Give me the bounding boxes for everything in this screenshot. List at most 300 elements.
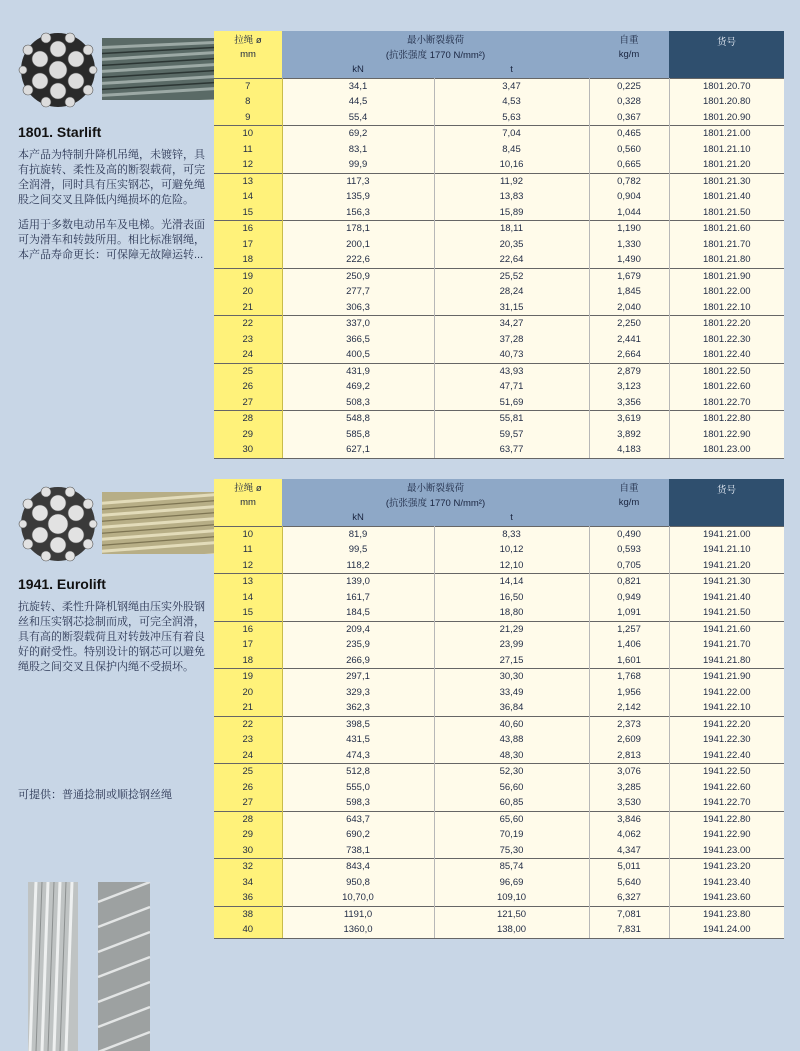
cell-article: 1941.23.80: [669, 906, 784, 922]
cell-weight: 1,490: [589, 252, 669, 268]
cell-weight: 1,679: [589, 268, 669, 284]
cell-weight: 1,044: [589, 205, 669, 221]
cell-diameter: 11: [214, 542, 282, 558]
table-row: [214, 189, 784, 205]
col-breaking-load: 最小断裂载荷: [282, 479, 589, 495]
cell-breaking-t: 138,00: [434, 922, 589, 938]
col-diameter-unit: mm: [214, 47, 282, 63]
cell-breaking-kn: 139,0: [282, 574, 434, 590]
cell-diameter: 13: [214, 574, 282, 590]
cell-breaking-kn: 469,2: [282, 379, 434, 395]
cell-weight: 0,328: [589, 94, 669, 110]
cell-breaking-t: 5,63: [434, 110, 589, 126]
table-row: [214, 316, 784, 332]
cell-diameter: 19: [214, 669, 282, 685]
cell-breaking-t: 43,93: [434, 363, 589, 379]
cell-breaking-t: 40,60: [434, 716, 589, 732]
table-row: [214, 379, 784, 395]
table-row: [214, 542, 784, 558]
cell-weight: 2,040: [589, 300, 669, 316]
cell-breaking-kn: 178,1: [282, 221, 434, 237]
cell-weight: 1,601: [589, 653, 669, 669]
cell-breaking-kn: 431,5: [282, 732, 434, 748]
cell-diameter: 18: [214, 653, 282, 669]
cell-breaking-t: 56,60: [434, 780, 589, 796]
cell-diameter: 14: [214, 189, 282, 205]
cell-diameter: 9: [214, 110, 282, 126]
cell-diameter: 36: [214, 890, 282, 906]
product-description: 抗旋转、柔性升降机钢绳由压实外股钢丝和压实钢芯捻制而成，可完全润滑，具有高的断裂载荷且对转鼓冲压有着良好的耐受性。特别设计的钢芯可以避免绳股之间交叉且保护内绳不受损坏。: [18, 601, 205, 673]
cell-weight: 2,373: [589, 716, 669, 732]
cell-breaking-t: 22,64: [434, 252, 589, 268]
table-row: [214, 906, 784, 922]
cell-diameter: 23: [214, 332, 282, 348]
cell-breaking-t: 37,28: [434, 332, 589, 348]
table-row: [214, 859, 784, 875]
cell-article: 1941.23.60: [669, 890, 784, 906]
cell-breaking-kn: 843,4: [282, 859, 434, 875]
table-row: [214, 442, 784, 458]
cell-article: 1801.22.50: [669, 363, 784, 379]
cell-breaking-kn: 99,9: [282, 157, 434, 173]
cell-weight: 3,530: [589, 795, 669, 811]
cell-breaking-kn: 690,2: [282, 827, 434, 843]
table-row: [214, 94, 784, 110]
cell-diameter: 28: [214, 811, 282, 827]
table-row: [214, 427, 784, 443]
cell-breaking-kn: 184,5: [282, 605, 434, 621]
cell-breaking-t: 30,30: [434, 669, 589, 685]
cell-weight: 1,257: [589, 621, 669, 637]
cell-breaking-t: 75,30: [434, 843, 589, 859]
cell-diameter: 8: [214, 94, 282, 110]
col-diameter: 拉绳 ø: [214, 31, 282, 47]
cell-weight: 0,465: [589, 126, 669, 142]
cell-diameter: 10: [214, 526, 282, 542]
product-sidebar: [0, 0, 210, 1051]
cell-breaking-t: 28,24: [434, 284, 589, 300]
table-row: [214, 843, 784, 859]
cell-breaking-t: 11,92: [434, 173, 589, 189]
table-row: [214, 748, 784, 764]
cell-article: 1801.22.10: [669, 300, 784, 316]
table-row: [214, 252, 784, 268]
col-weight: 自重: [589, 479, 669, 495]
cell-weight: 2,142: [589, 700, 669, 716]
cell-article: 1801.21.40: [669, 189, 784, 205]
cell-breaking-kn: 598,3: [282, 795, 434, 811]
table-row: [214, 669, 784, 685]
cell-diameter: 28: [214, 411, 282, 427]
cell-breaking-kn: 366,5: [282, 332, 434, 348]
cell-weight: 3,846: [589, 811, 669, 827]
cell-article: 1941.21.90: [669, 669, 784, 685]
cell-article: 1941.21.10: [669, 542, 784, 558]
cell-weight: 7,831: [589, 922, 669, 938]
cell-article: 1801.23.00: [669, 442, 784, 458]
cell-article: 1801.20.80: [669, 94, 784, 110]
cell-weight: 1,956: [589, 685, 669, 701]
cell-diameter: 23: [214, 732, 282, 748]
cell-breaking-kn: 474,3: [282, 748, 434, 764]
cell-article: 1941.22.00: [669, 685, 784, 701]
product-title: 1941. Eurolift: [18, 576, 106, 592]
cell-article: 1801.22.00: [669, 284, 784, 300]
cell-article: 1801.22.20: [669, 316, 784, 332]
cell-article: 1801.20.90: [669, 110, 784, 126]
cell-breaking-t: 12,10: [434, 558, 589, 574]
cell-article: 1941.21.80: [669, 653, 784, 669]
cell-diameter: 22: [214, 316, 282, 332]
cell-weight: 0,593: [589, 542, 669, 558]
cell-article: 1801.22.30: [669, 332, 784, 348]
cell-diameter: 40: [214, 922, 282, 938]
cell-breaking-t: 4,53: [434, 94, 589, 110]
cell-diameter: 27: [214, 395, 282, 411]
cell-breaking-t: 10,12: [434, 542, 589, 558]
cell-article: 1801.22.60: [669, 379, 784, 395]
cell-weight: 3,285: [589, 780, 669, 796]
cell-breaking-t: 43,88: [434, 732, 589, 748]
table-row: [214, 764, 784, 780]
cell-breaking-t: 7,04: [434, 126, 589, 142]
cell-weight: 4,183: [589, 442, 669, 458]
starlift-spec-table: [214, 31, 784, 459]
cell-breaking-kn: 337,0: [282, 316, 434, 332]
col-weight: 自重: [589, 31, 669, 47]
rope-closeup-photos: [28, 882, 198, 1051]
cell-breaking-t: 55,81: [434, 411, 589, 427]
cell-breaking-kn: 250,9: [282, 268, 434, 284]
table-row: [214, 700, 784, 716]
cell-breaking-kn: 209,4: [282, 621, 434, 637]
cell-article: 1941.23.40: [669, 875, 784, 891]
cell-article: 1941.22.10: [669, 700, 784, 716]
product-eurolift: [18, 576, 208, 685]
table-row: [214, 78, 784, 94]
table-row: [214, 621, 784, 637]
cell-breaking-kn: 400,5: [282, 347, 434, 363]
cell-diameter: 38: [214, 906, 282, 922]
cell-breaking-t: 16,50: [434, 590, 589, 606]
cell-breaking-kn: 738,1: [282, 843, 434, 859]
cell-weight: 3,076: [589, 764, 669, 780]
cell-breaking-kn: 118,2: [282, 558, 434, 574]
cell-diameter: 15: [214, 205, 282, 221]
table-row: [214, 574, 784, 590]
cell-weight: 0,821: [589, 574, 669, 590]
cell-breaking-t: 25,52: [434, 268, 589, 284]
cell-article: 1941.22.60: [669, 780, 784, 796]
cell-breaking-kn: 99,5: [282, 542, 434, 558]
cell-article: 1801.22.90: [669, 427, 784, 443]
col-breaking-load: 最小断裂载荷: [282, 31, 589, 47]
cell-weight: 3,892: [589, 427, 669, 443]
cell-diameter: 10: [214, 126, 282, 142]
cell-diameter: 22: [214, 716, 282, 732]
table-row: [214, 395, 784, 411]
cell-breaking-kn: 266,9: [282, 653, 434, 669]
table-row: [214, 411, 784, 427]
cell-article: 1801.22.40: [669, 347, 784, 363]
cell-breaking-t: 52,30: [434, 764, 589, 780]
cell-weight: 1,768: [589, 669, 669, 685]
cell-weight: 1,330: [589, 237, 669, 253]
cell-weight: 0,560: [589, 142, 669, 158]
cell-breaking-t: 18,80: [434, 605, 589, 621]
col-article: 货号: [669, 479, 784, 526]
table-row: [214, 300, 784, 316]
cell-breaking-kn: 950,8: [282, 875, 434, 891]
cell-breaking-kn: 200,1: [282, 237, 434, 253]
cell-breaking-t: 10,16: [434, 157, 589, 173]
cell-weight: 6,327: [589, 890, 669, 906]
cell-breaking-t: 33,49: [434, 685, 589, 701]
table-row: [214, 221, 784, 237]
table-row: [214, 605, 784, 621]
cell-article: 1801.21.50: [669, 205, 784, 221]
table-row: [214, 363, 784, 379]
cell-diameter: 20: [214, 284, 282, 300]
col-t: t: [434, 510, 589, 526]
cell-diameter: 25: [214, 764, 282, 780]
cell-breaking-t: 27,15: [434, 653, 589, 669]
cell-diameter: 24: [214, 347, 282, 363]
cell-article: 1941.21.50: [669, 605, 784, 621]
eurolift-images: [18, 484, 208, 554]
cell-article: 1941.22.70: [669, 795, 784, 811]
cell-breaking-kn: 1360,0: [282, 922, 434, 938]
table-row: [214, 922, 784, 938]
cell-breaking-kn: 297,1: [282, 669, 434, 685]
table-row: [214, 590, 784, 606]
cell-weight: 2,813: [589, 748, 669, 764]
cell-diameter: 19: [214, 268, 282, 284]
cell-breaking-kn: 83,1: [282, 142, 434, 158]
cell-diameter: 32: [214, 859, 282, 875]
col-kn: kN: [282, 62, 434, 78]
cell-weight: 5,640: [589, 875, 669, 891]
cell-breaking-t: 109,10: [434, 890, 589, 906]
col-tensile: (抗张强度 1770 N/mm²): [282, 47, 589, 63]
cell-article: 1941.21.60: [669, 621, 784, 637]
eurolift-spec-table: [214, 479, 784, 939]
cell-breaking-t: 8,45: [434, 142, 589, 158]
cell-weight: 4,347: [589, 843, 669, 859]
cell-diameter: 12: [214, 157, 282, 173]
col-article: 货号: [669, 31, 784, 78]
rope-photo-dark: [102, 38, 214, 100]
table-row: [214, 142, 784, 158]
cell-article: 1941.21.20: [669, 558, 784, 574]
col-kn: kN: [282, 510, 434, 526]
cell-breaking-kn: 548,8: [282, 411, 434, 427]
cell-weight: 0,490: [589, 526, 669, 542]
cell-breaking-kn: 277,7: [282, 284, 434, 300]
cell-diameter: 25: [214, 363, 282, 379]
cell-breaking-t: 48,30: [434, 748, 589, 764]
cell-article: 1801.20.70: [669, 78, 784, 94]
product-starlift: [18, 124, 208, 273]
cell-breaking-t: 14,14: [434, 574, 589, 590]
cell-article: 1801.21.70: [669, 237, 784, 253]
cell-breaking-t: 18,11: [434, 221, 589, 237]
cell-article: 1801.21.20: [669, 157, 784, 173]
table-row: [214, 890, 784, 906]
table-row: [214, 205, 784, 221]
cell-diameter: 29: [214, 827, 282, 843]
col-weight-unit: kg/m: [589, 495, 669, 511]
cell-breaking-kn: 10,70,0: [282, 890, 434, 906]
product-usage: 适用于多数电动吊车及电梯。光滑表面可为滑车和转鼓所用。相比标准钢绳，本产品寿命更长：可保障无故障运转...: [18, 219, 205, 261]
cell-weight: 0,367: [589, 110, 669, 126]
cell-diameter: 17: [214, 637, 282, 653]
cell-breaking-t: 47,71: [434, 379, 589, 395]
col-t: t: [434, 62, 589, 78]
cell-article: 1941.24.00: [669, 922, 784, 938]
starlift-images: [18, 30, 208, 100]
table-row: [214, 284, 784, 300]
cell-weight: 0,949: [589, 590, 669, 606]
cell-breaking-t: 21,29: [434, 621, 589, 637]
cell-diameter: 13: [214, 173, 282, 189]
cell-weight: 0,904: [589, 189, 669, 205]
cell-weight: 1,091: [589, 605, 669, 621]
cell-breaking-kn: 585,8: [282, 427, 434, 443]
cell-article: 1801.22.80: [669, 411, 784, 427]
cell-breaking-kn: 398,5: [282, 716, 434, 732]
table-row: [214, 237, 784, 253]
table-row: [214, 716, 784, 732]
cell-breaking-t: 121,50: [434, 906, 589, 922]
cell-breaking-t: 59,57: [434, 427, 589, 443]
cell-article: 1941.22.30: [669, 732, 784, 748]
table-row: [214, 827, 784, 843]
cell-breaking-kn: 161,7: [282, 590, 434, 606]
table-row: [214, 637, 784, 653]
cell-article: 1801.21.00: [669, 126, 784, 142]
cell-diameter: 26: [214, 379, 282, 395]
cell-article: 1941.22.90: [669, 827, 784, 843]
cell-weight: 2,664: [589, 347, 669, 363]
cell-breaking-t: 20,35: [434, 237, 589, 253]
cell-article: 1941.22.50: [669, 764, 784, 780]
cell-breaking-kn: 508,3: [282, 395, 434, 411]
cell-diameter: 11: [214, 142, 282, 158]
cell-weight: 2,879: [589, 363, 669, 379]
cell-diameter: 16: [214, 621, 282, 637]
table-row: [214, 268, 784, 284]
cell-diameter: 16: [214, 221, 282, 237]
product-description: 本产品为特制升降机吊绳，未镀锌，具有抗旋转、柔性及高的断裂载荷，可完全润滑，同时具有压实钢芯，可避免绳股之间交叉且降低内绳损坏的危险。: [18, 149, 205, 206]
cell-weight: 1,190: [589, 221, 669, 237]
cell-breaking-kn: 329,3: [282, 685, 434, 701]
cell-diameter: 21: [214, 700, 282, 716]
cell-weight: 4,062: [589, 827, 669, 843]
cell-diameter: 30: [214, 442, 282, 458]
cell-breaking-t: 8,33: [434, 526, 589, 542]
cell-breaking-t: 15,89: [434, 205, 589, 221]
cell-breaking-kn: 643,7: [282, 811, 434, 827]
cell-diameter: 20: [214, 685, 282, 701]
cell-breaking-kn: 362,3: [282, 700, 434, 716]
col-tensile: (抗张强度 1770 N/mm²): [282, 495, 589, 511]
cell-article: 1801.22.70: [669, 395, 784, 411]
cell-breaking-kn: 55,4: [282, 110, 434, 126]
cell-weight: 5,011: [589, 859, 669, 875]
cell-breaking-t: 85,74: [434, 859, 589, 875]
cell-diameter: 21: [214, 300, 282, 316]
cell-diameter: 17: [214, 237, 282, 253]
cell-article: 1941.23.20: [669, 859, 784, 875]
cell-breaking-kn: 512,8: [282, 764, 434, 780]
cell-breaking-kn: 555,0: [282, 780, 434, 796]
table-row: [214, 875, 784, 891]
cell-breaking-kn: 135,9: [282, 189, 434, 205]
cell-breaking-t: 3,47: [434, 78, 589, 94]
cell-weight: 0,665: [589, 157, 669, 173]
cell-breaking-t: 13,83: [434, 189, 589, 205]
cell-weight: 2,250: [589, 316, 669, 332]
cell-breaking-t: 70,19: [434, 827, 589, 843]
cell-weight: 0,782: [589, 173, 669, 189]
cell-breaking-t: 40,73: [434, 347, 589, 363]
cell-article: 1941.22.80: [669, 811, 784, 827]
table-row: [214, 173, 784, 189]
cell-breaking-kn: 117,3: [282, 173, 434, 189]
table-row: [214, 732, 784, 748]
cell-breaking-kn: 306,3: [282, 300, 434, 316]
cell-breaking-t: 34,27: [434, 316, 589, 332]
cell-diameter: 15: [214, 605, 282, 621]
col-diameter: 拉绳 ø: [214, 479, 282, 495]
cell-weight: 3,619: [589, 411, 669, 427]
rope-photo-gold: [102, 492, 214, 554]
cell-diameter: 26: [214, 780, 282, 796]
cell-article: 1941.23.00: [669, 843, 784, 859]
cell-weight: 0,225: [589, 78, 669, 94]
cell-article: 1941.21.70: [669, 637, 784, 653]
cell-diameter: 29: [214, 427, 282, 443]
table-row: [214, 795, 784, 811]
cell-diameter: 7: [214, 78, 282, 94]
cell-article: 1941.21.30: [669, 574, 784, 590]
table-row: [214, 332, 784, 348]
cell-article: 1801.21.60: [669, 221, 784, 237]
cell-diameter: 34: [214, 875, 282, 891]
cell-article: 1801.21.30: [669, 173, 784, 189]
table-row: [214, 653, 784, 669]
cell-breaking-kn: 69,2: [282, 126, 434, 142]
cell-article: 1941.22.40: [669, 748, 784, 764]
cell-breaking-kn: 156,3: [282, 205, 434, 221]
availability-note: 可提供：普通捻制或顺捻钢丝绳: [18, 789, 172, 801]
table-row: [214, 347, 784, 363]
cell-breaking-kn: 222,6: [282, 252, 434, 268]
col-diameter-unit: mm: [214, 495, 282, 511]
table-row: [214, 110, 784, 126]
cell-breaking-kn: 235,9: [282, 637, 434, 653]
cell-breaking-kn: 81,9: [282, 526, 434, 542]
table-row: [214, 685, 784, 701]
cell-article: 1801.21.10: [669, 142, 784, 158]
cell-weight: 3,123: [589, 379, 669, 395]
cell-article: 1941.21.40: [669, 590, 784, 606]
cell-breaking-t: 60,85: [434, 795, 589, 811]
cell-weight: 2,609: [589, 732, 669, 748]
cell-diameter: 30: [214, 843, 282, 859]
table-row: [214, 811, 784, 827]
